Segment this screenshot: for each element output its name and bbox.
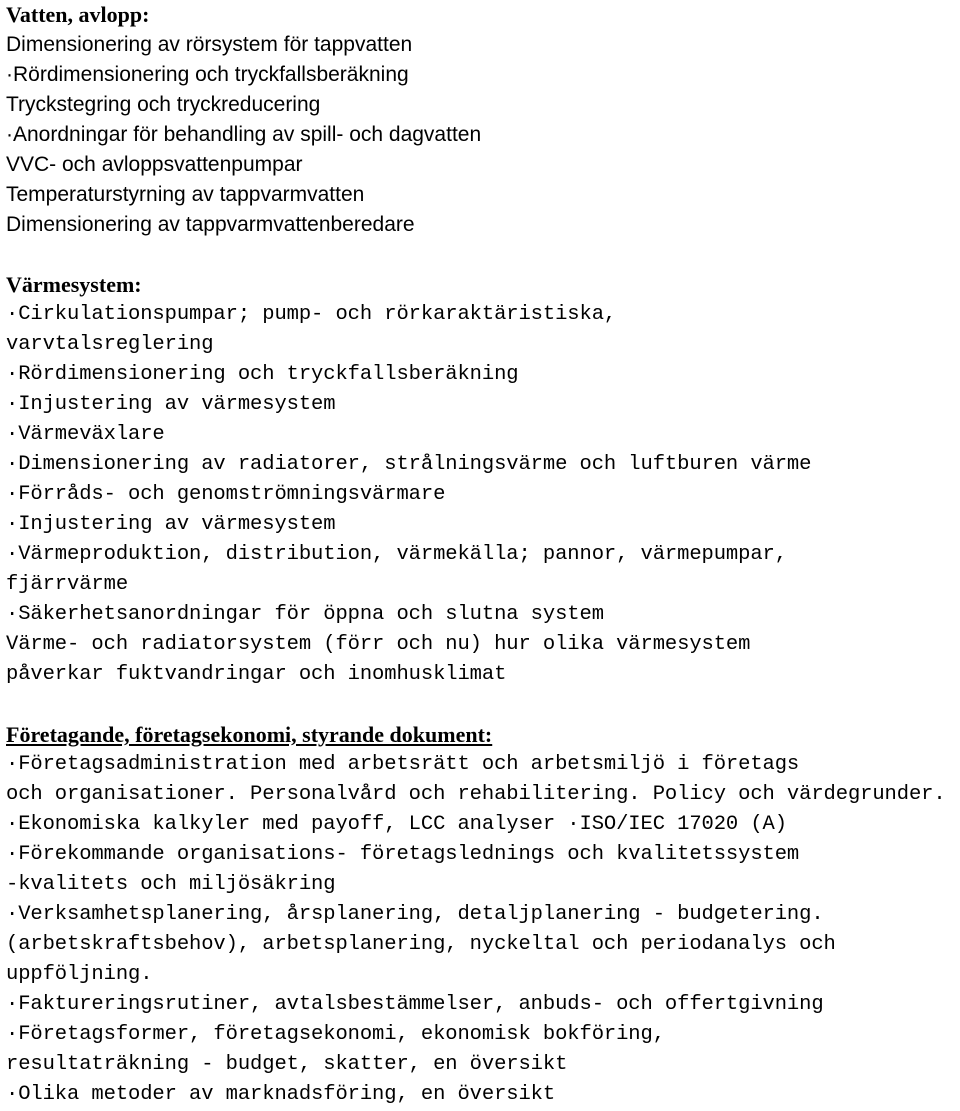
list-item: Temperaturstyrning av tappvarmvatten — [6, 183, 365, 206]
list-item: ·Verksamhetsplanering, årsplanering, detaljplanering - budgetering. — [6, 903, 824, 926]
list-item: ·Företagsadministration med arbetsrätt och arbetsmiljö i företags — [6, 753, 800, 776]
list-item: -kvalitets och miljösäkring — [6, 873, 336, 896]
list-item: påverkar fuktvandringar och inomhusklimat — [6, 663, 507, 686]
list-item: ·Cirkulationspumpar; pump- och rörkaraktäristiska, — [6, 303, 617, 326]
list-item: ·Värmeproduktion, distribution, värmekälla; pannor, värmepumpar, — [6, 543, 787, 566]
section-heading-vatten-avlopp: Vatten, avlopp: — [6, 2, 150, 27]
document-page — [6, 0, 956, 1110]
list-item: ·Säkerhetsanordningar för öppna och slutna system — [6, 603, 604, 626]
list-item: ·Dimensionering av radiatorer, strålningsvärme och luftburen värme — [6, 453, 812, 476]
section-spacer — [6, 690, 956, 720]
list-item: ·Värmeväxlare — [6, 423, 165, 446]
list-item: Dimensionering av tappvarmvattenberedare — [6, 213, 415, 236]
list-item: ·Injustering av värmesystem — [6, 393, 336, 416]
list-item: uppföljning. — [6, 963, 153, 986]
list-item: Värme- och radiatorsystem (förr och nu) hur olika värmesystem — [6, 633, 751, 656]
list-item: ·Injustering av värmesystem — [6, 513, 336, 536]
list-item: ·Olika metoder av marknadsföring, en översikt — [6, 1083, 556, 1106]
list-item: ·Rördimensionering och tryckfallsberäkning — [6, 363, 519, 386]
list-item: varvtalsreglering — [6, 333, 214, 356]
list-item: och organisationer. Personalvård och rehabilitering. Policy och värdegrunder. — [6, 783, 946, 806]
list-item: ·Ekonomiska kalkyler med payoff, LCC analyser ·ISO/IEC 17020 (A) — [6, 813, 787, 836]
list-item: resultaträkning - budget, skatter, en översikt — [6, 1053, 568, 1076]
list-item: ·Rördimensionering och tryckfallsberäkning — [6, 63, 409, 86]
list-item: ·Företagsformer, företagsekonomi, ekonomisk bokföring, — [6, 1023, 665, 1046]
list-item: Tryckstegring och tryckreducering — [6, 93, 321, 116]
section-heading-varmesystem: Värmesystem: — [6, 272, 142, 297]
list-item: (arbetskraftsbehov), arbetsplanering, nyckeltal och periodanalys och — [6, 933, 836, 956]
section-heading-foretagande: Företagande, företagsekonomi, styrande dokument: — [6, 722, 493, 747]
list-item: ·Faktureringsrutiner, avtalsbestämmelser, anbuds- och offertgivning — [6, 993, 824, 1016]
list-item: ·Anordningar för behandling av spill- och dagvatten — [6, 123, 482, 146]
list-item: ·Förekommande organisations- företagslednings och kvalitetssystem — [6, 843, 800, 866]
list-item: VVC- och avloppsvattenpumpar — [6, 153, 303, 176]
list-item: ·Förråds- och genomströmningsvärmare — [6, 483, 446, 506]
list-item: Dimensionering av rörsystem för tappvatten — [6, 33, 413, 56]
section-spacer — [6, 240, 956, 270]
list-item: fjärrvärme — [6, 573, 129, 596]
